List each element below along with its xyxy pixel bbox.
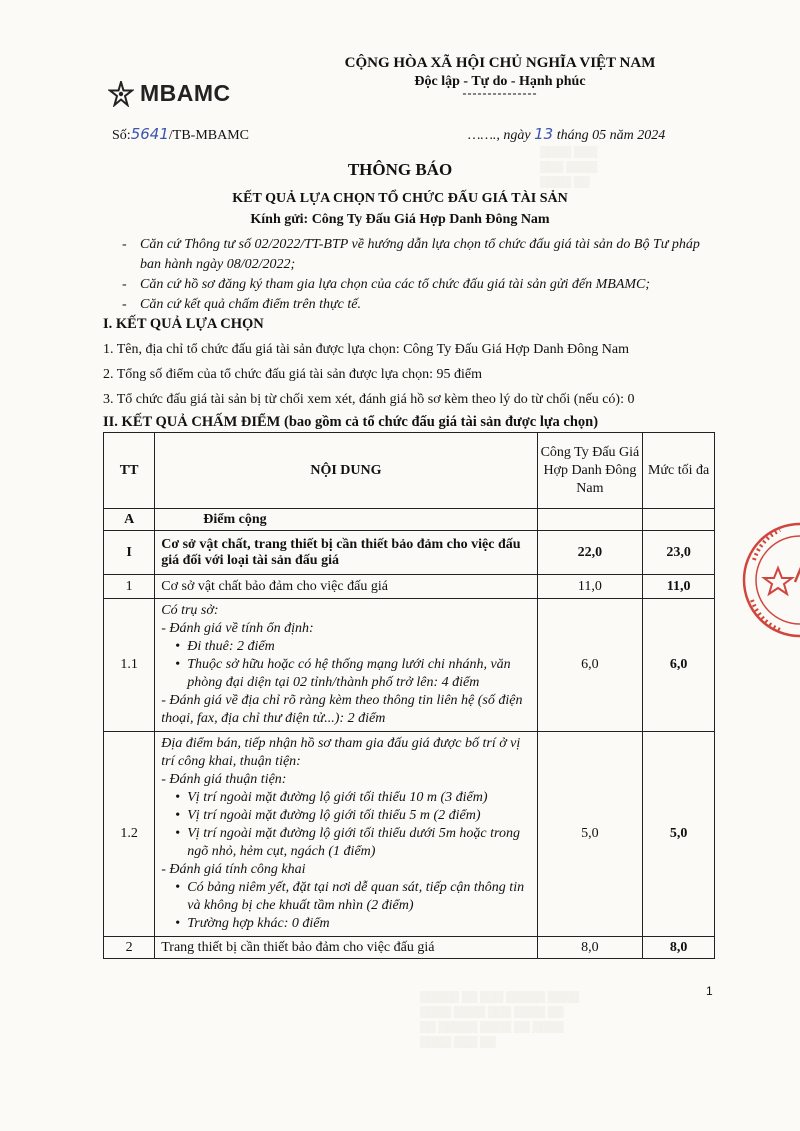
row-1-1-max: 6,0 xyxy=(643,599,715,732)
table-row-1 xyxy=(104,575,715,599)
criterion-lead: Có trụ sở: xyxy=(161,603,219,618)
date-day-handwritten: 13 xyxy=(534,125,554,143)
row-1-2-content xyxy=(155,732,537,937)
result-item-3: 3. Tổ chức đấu giá tài sản bị từ chối xem xét, đánh giá hồ sơ kèm theo lý do từ chối (nếu có): 0 xyxy=(103,392,635,407)
row-1-content: Cơ sở vật chất bảo đảm cho việc đấu giá xyxy=(155,575,537,599)
logo-text: MBAMC xyxy=(140,80,231,106)
row-a-max xyxy=(643,509,715,531)
company-seal-stamp xyxy=(740,520,800,640)
table-header-row xyxy=(104,433,715,509)
section-2-note: (bao gồm cả tổ chức đấu giá tài sản được lựa chọn) xyxy=(284,414,599,430)
notice-subtitle: KẾT QUẢ LỰA CHỌN TỔ CHỨC ĐẤU GIÁ TÀI SẢN xyxy=(232,191,568,206)
row-I-content: Cơ sở vật chất, trang thiết bị cần thiết bảo đảm cho việc đấu giá đối với loại tài sản đấu giá xyxy=(155,531,537,575)
table-row-2 xyxy=(104,937,715,959)
criterion-sub: - Đánh giá thuận tiện: xyxy=(161,772,287,787)
row-2-score: 8,0 xyxy=(537,937,643,959)
section-1-heading: I. KẾT QUẢ LỰA CHỌN xyxy=(103,316,264,332)
notice-recipient: Kính gửi: Công Ty Đấu Giá Hợp Danh Đông Nam xyxy=(250,212,550,227)
date-prefix: ……., ngày xyxy=(468,128,531,143)
criterion-option: • Vị trí ngoài mặt đường lộ giới tối thiểu dưới 5m hoặc trong ngõ nhỏ, hẻm cụt, ngách (1 điểm) xyxy=(173,825,530,861)
table-row-1-1 xyxy=(104,599,715,732)
criterion-sub: - Đánh giá về tính ổn định: xyxy=(161,621,314,636)
section-2-title: II. KẾT QUẢ CHẤM ĐIỂM xyxy=(103,414,281,430)
criterion-option: • Đi thuê: 2 điểm xyxy=(173,638,530,656)
col-header-tt: TT xyxy=(104,433,155,509)
row-1-1-tt: 1.1 xyxy=(104,599,155,732)
national-header xyxy=(300,55,700,101)
page-number: 1 xyxy=(706,984,713,998)
doc-no-suffix: /TB-MBAMC xyxy=(168,128,249,143)
row-1-max: 11,0 xyxy=(643,575,715,599)
col-header-content: NỘI DUNG xyxy=(155,433,537,509)
notice-title: THÔNG BÁO xyxy=(347,160,453,179)
criterion-sub: - Đánh giá tính công khai xyxy=(161,862,306,877)
scoring-table xyxy=(103,432,715,959)
criterion-lead: Địa điểm bán, tiếp nhận hồ sơ tham gia đấu giá được bố trí ở vị trí công khai, thuận tiện: xyxy=(161,736,521,769)
date-suffix: tháng 05 năm 2024 xyxy=(556,128,666,143)
table-row-1-2 xyxy=(104,732,715,937)
row-I-score: 22,0 xyxy=(537,531,643,575)
criterion-option: • Thuộc sở hữu hoặc có hệ thống mạng lưới chi nhánh, văn phòng đại diện tại 02 tỉnh/thành phố trở lên: 4 điểm xyxy=(173,656,530,692)
row-I-tt: I xyxy=(104,531,155,575)
bleed-through-text: ▒▒▒▒▒ ▒▒ ▒▒▒ ▒▒▒▒▒ ▒▒▒▒ ▒▒▒▒ ▒▒▒▒ ▒▒▒ ▒▒▒▒ ▒▒ ▒▒ ▒▒▒▒▒ ▒▒▒▒ ▒▒ ▒▒▒▒ ▒▒▒▒ ▒▒▒ ▒▒ xyxy=(420,991,580,1048)
legal-basis-item: - Căn cứ hồ sơ đăng ký tham gia lựa chọn của các tổ chức đấu giá tài sản gửi đến MBAMC; xyxy=(112,275,712,295)
row-I-max: 23,0 xyxy=(643,531,715,575)
star-logo-icon xyxy=(108,81,134,107)
company-logo xyxy=(108,80,231,107)
row-1-tt: 1 xyxy=(104,575,155,599)
row-2-tt: 2 xyxy=(104,937,155,959)
row-a-tt: A xyxy=(104,509,155,531)
row-2-max: 8,0 xyxy=(643,937,715,959)
section-2-heading xyxy=(103,414,598,431)
motto-rule: --------------- xyxy=(462,86,538,100)
doc-no-prefix: Số: xyxy=(112,128,131,143)
national-title: CỘNG HÒA XÃ HỘI CHỦ NGHĨA VIỆT NAM xyxy=(344,55,656,71)
bleed-through-text: ▒▒▒▒ ▒▒▒ ▒▒▒ ▒▒▒▒ ▒▒▒▒ ▒▒ xyxy=(540,146,598,188)
result-item-2: 2. Tổng số điểm của tổ chức đấu giá tài sản được lựa chọn: 95 điểm xyxy=(103,367,483,382)
col-header-max: Mức tối đa xyxy=(643,433,715,509)
row-2-content: Trang thiết bị cần thiết bảo đảm cho việc đấu giá xyxy=(155,937,537,959)
document-number xyxy=(112,125,249,144)
criterion-option: • Vị trí ngoài mặt đường lộ giới tối thiểu 10 m (3 điểm) xyxy=(173,789,530,807)
row-1-1-content xyxy=(155,599,537,732)
row-1-1-score: 6,0 xyxy=(537,599,643,732)
criterion-sub: - Đánh giá về địa chỉ rõ ràng kèm theo thông tin liên hệ (số điện thoại, fax, địa chỉ thư điện tử...): 2 điểm xyxy=(161,693,523,726)
row-a-content: Điểm cộng xyxy=(155,509,537,531)
criterion-option: • Có bảng niêm yết, đặt tại nơi dễ quan sát, tiếp cận thông tin và không bị che khuất tầm nhìn (2 điểm) xyxy=(173,879,530,915)
table-row-I xyxy=(104,531,715,575)
col-header-company: Công Ty Đấu Giá Hợp Danh Đông Nam xyxy=(537,433,643,509)
row-1-score: 11,0 xyxy=(537,575,643,599)
row-1-2-max: 5,0 xyxy=(643,732,715,937)
doc-no-handwritten: 5641 xyxy=(130,125,169,143)
table-row-a xyxy=(104,509,715,531)
row-a-score xyxy=(537,509,643,531)
legal-basis-item: - Căn cứ Thông tư số 02/2022/TT-BTP về hướng dẫn lựa chọn tổ chức đấu giá tài sản do Bộ Tư pháp ban hành ngày 08/02/2022; xyxy=(112,235,712,275)
national-motto: Độc lập - Tự do - Hạnh phúc xyxy=(414,74,586,89)
row-1-2-tt: 1.2 xyxy=(104,732,155,937)
row-1-2-score: 5,0 xyxy=(537,732,643,937)
criterion-option: • Vị trí ngoài mặt đường lộ giới tối thiểu 5 m (2 điểm) xyxy=(173,807,530,825)
legal-bases-list xyxy=(112,235,712,315)
result-item-1: 1. Tên, địa chỉ tổ chức đấu giá tài sản được lựa chọn: Công Ty Đấu Giá Hợp Danh Đông Nam xyxy=(103,342,629,357)
legal-basis-item: - Căn cứ kết quả chấm điểm trên thực tế. xyxy=(112,295,712,315)
criterion-option: • Trường hợp khác: 0 điểm xyxy=(173,915,530,933)
document-date xyxy=(468,125,665,144)
